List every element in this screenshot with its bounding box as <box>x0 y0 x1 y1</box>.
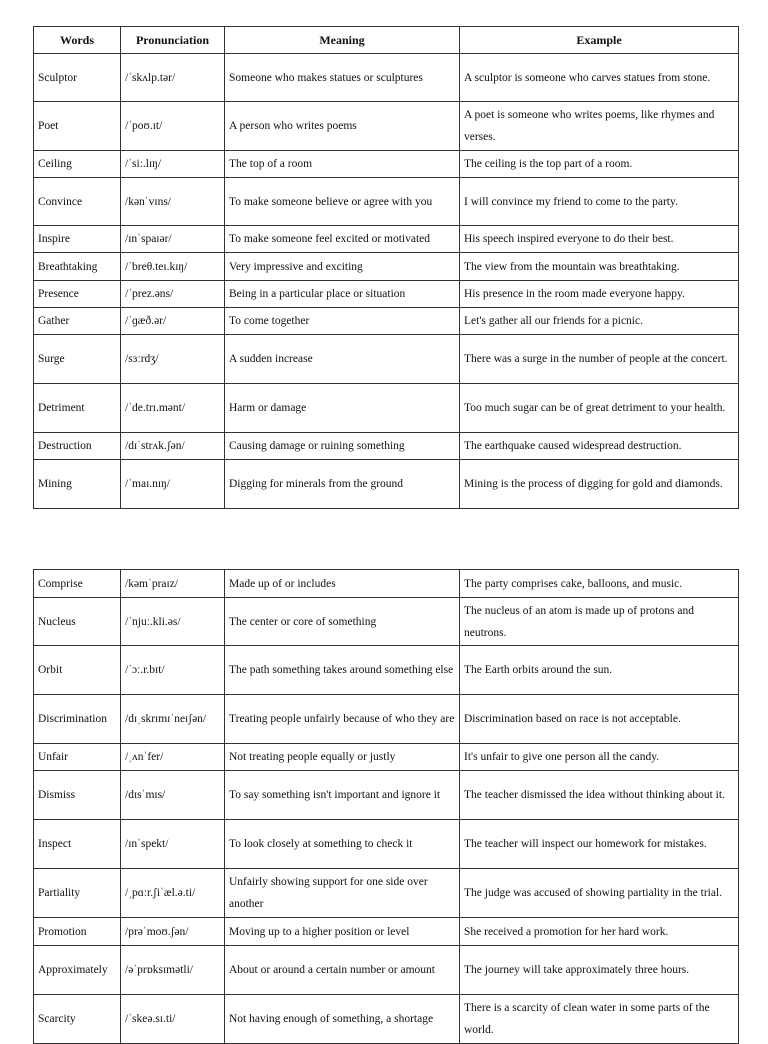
word-cell: Nucleus <box>34 598 121 646</box>
meaning-cell: To say something isn't important and ignore it <box>225 771 460 820</box>
pronunciation-cell: /ɪnˈspaɪər/ <box>121 226 225 253</box>
pronunciation-cell: /prəˈmoʊ.ʃən/ <box>121 918 225 946</box>
table-row <box>34 918 739 946</box>
meaning-cell: The top of a room <box>225 151 460 178</box>
header-meaning: Meaning <box>225 27 460 54</box>
table-row <box>34 151 739 178</box>
table-row <box>34 384 739 433</box>
example-cell: The judge was accused of showing partiality in the trial. <box>460 869 739 918</box>
pronunciation-cell: /dɪˌskrɪmɪˈneɪʃən/ <box>121 695 225 744</box>
table-row <box>34 281 739 308</box>
example-cell: The nucleus of an atom is made up of protons and neutrons. <box>460 598 739 646</box>
meaning-cell: Not treating people equally or justly <box>225 744 460 771</box>
word-cell: Unfair <box>34 744 121 771</box>
example-cell: Let's gather all our friends for a picnic. <box>460 308 739 335</box>
meaning-cell: Made up of or includes <box>225 570 460 598</box>
pronunciation-cell: /ˈskʌlp.tər/ <box>121 54 225 102</box>
pronunciation-cell: /dɪsˈmɪs/ <box>121 771 225 820</box>
example-cell: Mining is the process of digging for gold and diamonds. <box>460 460 739 509</box>
word-cell: Dismiss <box>34 771 121 820</box>
meaning-cell: To make someone feel excited or motivated <box>225 226 460 253</box>
meaning-cell: Causing damage or ruining something <box>225 433 460 460</box>
table-row <box>34 771 739 820</box>
table-row <box>34 869 739 918</box>
meaning-cell: Digging for minerals from the ground <box>225 460 460 509</box>
word-cell: Promotion <box>34 918 121 946</box>
table-header-row <box>34 27 739 54</box>
pronunciation-cell: /ˈpoʊ.ɪt/ <box>121 102 225 151</box>
pronunciation-cell: /kəmˈpraɪz/ <box>121 570 225 598</box>
meaning-cell: Not having enough of something, a shortage <box>225 995 460 1044</box>
meaning-cell: About or around a certain number or amount <box>225 946 460 995</box>
example-cell: The teacher will inspect our homework for mistakes. <box>460 820 739 869</box>
example-cell: There is a scarcity of clean water in some parts of the world. <box>460 995 739 1044</box>
table-row <box>34 946 739 995</box>
word-cell: Orbit <box>34 646 121 695</box>
example-cell: The Earth orbits around the sun. <box>460 646 739 695</box>
example-cell: The party comprises cake, balloons, and music. <box>460 570 739 598</box>
pronunciation-cell: /ˈde.trɪ.mənt/ <box>121 384 225 433</box>
header-pronunciation: Pronunciation <box>121 27 225 54</box>
example-cell: The earthquake caused widespread destruction. <box>460 433 739 460</box>
pronunciation-cell: /ˈskeə.sɪ.ti/ <box>121 995 225 1044</box>
word-cell: Surge <box>34 335 121 384</box>
meaning-cell: Very impressive and exciting <box>225 253 460 281</box>
table-row <box>34 460 739 509</box>
word-cell: Convince <box>34 178 121 226</box>
pronunciation-cell: /ˈprez.əns/ <box>121 281 225 308</box>
vocabulary-table-1 <box>33 26 739 509</box>
meaning-cell: To come together <box>225 308 460 335</box>
pronunciation-cell: /ˈɔː.r.bɪt/ <box>121 646 225 695</box>
pronunciation-cell: /kənˈvɪns/ <box>121 178 225 226</box>
word-cell: Gather <box>34 308 121 335</box>
meaning-cell: The path something takes around something else <box>225 646 460 695</box>
table-row <box>34 102 739 151</box>
table-row <box>34 253 739 281</box>
meaning-cell: A person who writes poems <box>225 102 460 151</box>
example-cell: She received a promotion for her hard work. <box>460 918 739 946</box>
word-cell: Discrimination <box>34 695 121 744</box>
meaning-cell: To make someone believe or agree with you <box>225 178 460 226</box>
example-cell: The ceiling is the top part of a room. <box>460 151 739 178</box>
pronunciation-cell: /ˌpɑːr.ʃiˈæl.ə.ti/ <box>121 869 225 918</box>
table-row <box>34 995 739 1044</box>
table-row <box>34 646 739 695</box>
word-cell: Ceiling <box>34 151 121 178</box>
word-cell: Destruction <box>34 433 121 460</box>
example-cell: There was a surge in the number of people at the concert. <box>460 335 739 384</box>
vocabulary-table-2 <box>33 569 739 1044</box>
table-row <box>34 335 739 384</box>
meaning-cell: Being in a particular place or situation <box>225 281 460 308</box>
table-row <box>34 308 739 335</box>
table-row <box>34 178 739 226</box>
word-cell: Scarcity <box>34 995 121 1044</box>
example-cell: The teacher dismissed the idea without thinking about it. <box>460 771 739 820</box>
pronunciation-cell: /ˌʌnˈfer/ <box>121 744 225 771</box>
table-row <box>34 54 739 102</box>
pronunciation-cell: /sɜːrdʒ/ <box>121 335 225 384</box>
pronunciation-cell: /ˈnjuː.kli.əs/ <box>121 598 225 646</box>
table-row <box>34 820 739 869</box>
meaning-cell: Unfairly showing support for one side over another <box>225 869 460 918</box>
example-cell: The view from the mountain was breathtaking. <box>460 253 739 281</box>
word-cell: Partiality <box>34 869 121 918</box>
word-cell: Sculptor <box>34 54 121 102</box>
header-words: Words <box>34 27 121 54</box>
example-cell: The journey will take approximately three hours. <box>460 946 739 995</box>
pronunciation-cell: /ˈɡæð.ər/ <box>121 308 225 335</box>
word-cell: Inspire <box>34 226 121 253</box>
pronunciation-cell: /ˈmaɪ.nɪŋ/ <box>121 460 225 509</box>
example-cell: His speech inspired everyone to do their best. <box>460 226 739 253</box>
table-row <box>34 433 739 460</box>
meaning-cell: To look closely at something to check it <box>225 820 460 869</box>
table-row <box>34 744 739 771</box>
example-cell: Too much sugar can be of great detriment to your health. <box>460 384 739 433</box>
meaning-cell: A sudden increase <box>225 335 460 384</box>
word-cell: Poet <box>34 102 121 151</box>
pronunciation-cell: /ˈsiː.lɪŋ/ <box>121 151 225 178</box>
pronunciation-cell: /ɪnˈspekt/ <box>121 820 225 869</box>
word-cell: Approximately <box>34 946 121 995</box>
pronunciation-cell: /dɪˈstrʌk.ʃən/ <box>121 433 225 460</box>
example-cell: A poet is someone who writes poems, like rhymes and verses. <box>460 102 739 151</box>
word-cell: Comprise <box>34 570 121 598</box>
word-cell: Breathtaking <box>34 253 121 281</box>
example-cell: I will convince my friend to come to the party. <box>460 178 739 226</box>
word-cell: Detriment <box>34 384 121 433</box>
example-cell: It's unfair to give one person all the candy. <box>460 744 739 771</box>
meaning-cell: Harm or damage <box>225 384 460 433</box>
meaning-cell: Moving up to a higher position or level <box>225 918 460 946</box>
meaning-cell: Treating people unfairly because of who they are <box>225 695 460 744</box>
example-cell: Discrimination based on race is not acceptable. <box>460 695 739 744</box>
example-cell: A sculptor is someone who carves statues from stone. <box>460 54 739 102</box>
table-row <box>34 598 739 646</box>
header-example: Example <box>460 27 739 54</box>
example-cell: His presence in the room made everyone happy. <box>460 281 739 308</box>
pronunciation-cell: /ˈbreθ.teɪ.kɪŋ/ <box>121 253 225 281</box>
table-row <box>34 695 739 744</box>
word-cell: Presence <box>34 281 121 308</box>
table-row <box>34 226 739 253</box>
pronunciation-cell: /əˈprɒksɪmətli/ <box>121 946 225 995</box>
word-cell: Inspect <box>34 820 121 869</box>
meaning-cell: Someone who makes statues or sculptures <box>225 54 460 102</box>
word-cell: Mining <box>34 460 121 509</box>
meaning-cell: The center or core of something <box>225 598 460 646</box>
table-row <box>34 570 739 598</box>
